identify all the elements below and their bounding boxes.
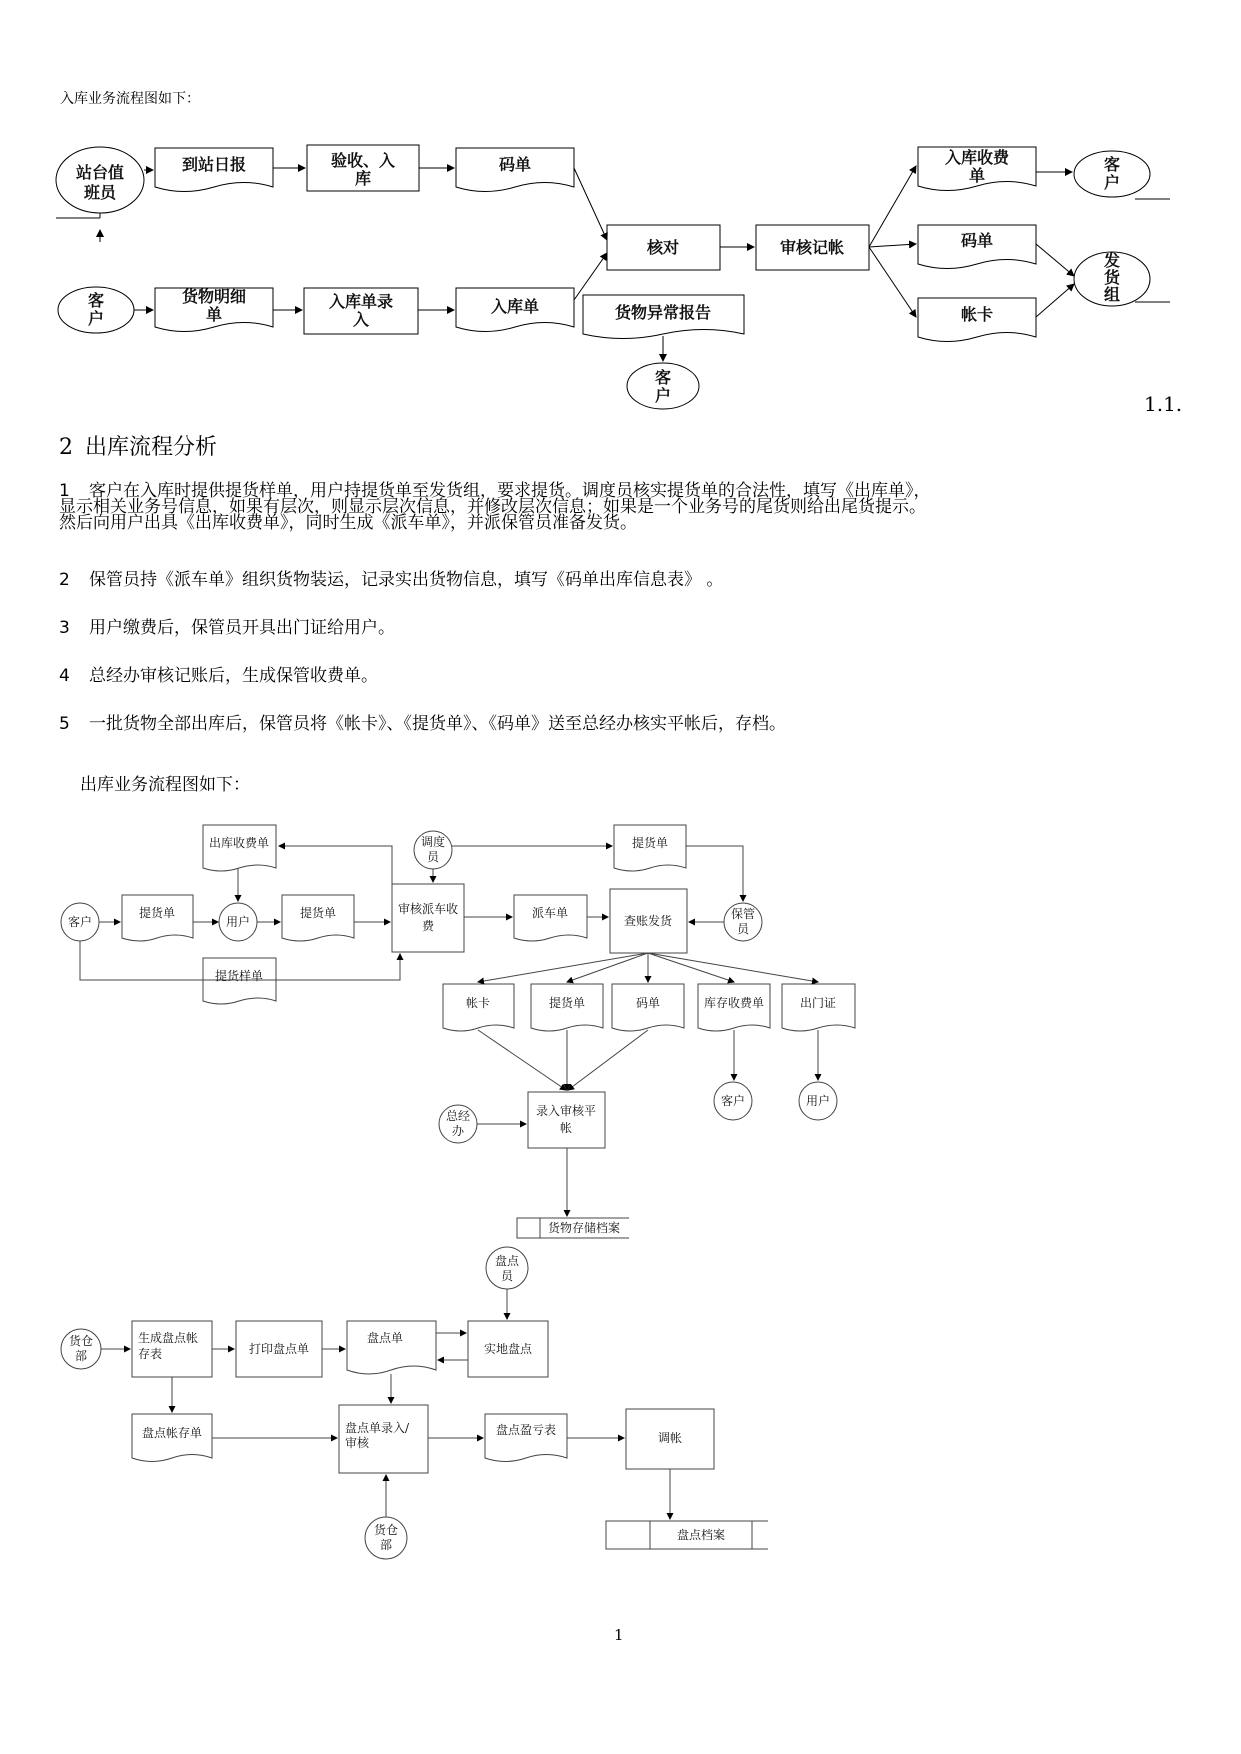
label-out-audit-dispatch-1: 审核派车收 (397, 902, 459, 916)
heading-text: 出库流程分析 (85, 435, 218, 460)
label-inv-print: 打印盘点单 (248, 1342, 310, 1356)
label-out-check-ship: 查账发货 (623, 914, 673, 928)
label-inv-ledger: 盘点帐存单 (141, 1426, 203, 1440)
label-inv-count-list: 盘点单 (366, 1331, 404, 1345)
label-in-fee-1: 入库收费 (944, 148, 1010, 167)
label-inv-adjust: 调帐 (657, 1431, 683, 1445)
label-inv-gain-loss: 盘点盈亏表 (495, 1423, 557, 1437)
label-inv-warehouse2-2: 部 (379, 1538, 393, 1552)
label-ship-group-1: 发 (1103, 251, 1121, 270)
label-customer-bottom-1: 客 (654, 368, 672, 387)
para-1-line-2: 显示相关业务号信息，如果有层次，则显示层次信息，并修改层次信息；如果是一个业务号的尾货则给出尾货提示。 (59, 497, 926, 517)
label-out-fee: 出库收费单 (208, 836, 270, 850)
label-inv-gen-table-1: 生成盘点帐 (137, 1331, 199, 1345)
label-inv-entry-audit-2: 审核 (344, 1436, 370, 1450)
label-out-gm-office-1: 总经 (445, 1109, 471, 1123)
label-account-card: 帐卡 (960, 305, 994, 324)
label-inv-onsite: 实地盘点 (483, 1342, 533, 1356)
label-inv-warehouse2-1: 货仓 (373, 1523, 399, 1537)
label-inv-entry-audit-1: 盘点单录入/ (344, 1421, 410, 1435)
label-audit-post: 审核记帐 (779, 238, 845, 257)
label-out-pick-top: 提货单 (631, 836, 669, 850)
label-goods-detail-2: 单 (205, 305, 223, 324)
label-inv-archive: 盘点档案 (676, 1528, 726, 1542)
para-5-num: 5 (59, 714, 70, 734)
label-out-storage-fee: 库存收费单 (703, 996, 765, 1010)
label-customer-in-2: 户 (87, 309, 105, 328)
label-in-entry-1: 入库单录 (328, 292, 394, 311)
label-inv-warehouse-2: 部 (74, 1349, 88, 1363)
label-in-fee-2: 单 (968, 166, 986, 185)
para-3-num: 3 (59, 618, 70, 638)
label-out-keeper-1: 保管 (730, 907, 756, 921)
node-inv-count-list (347, 1321, 436, 1374)
para-4-num: 4 (59, 666, 70, 686)
label-inv-warehouse-1: 货仓 (68, 1334, 94, 1348)
intro-in-text: 入库业务流程图如下： (60, 91, 200, 107)
label-inv-counter-2: 员 (500, 1269, 514, 1283)
label-out-dispatcher-1: 调度 (420, 835, 446, 849)
label-out-code-list: 码单 (635, 996, 661, 1010)
label-customer-bottom-2: 户 (654, 386, 672, 405)
label-out-user-2: 用户 (805, 1094, 831, 1108)
label-out-customer: 客户 (67, 915, 93, 929)
label-out-customer-2: 客户 (720, 1094, 746, 1108)
label-station-duty-1: 站台值 (75, 163, 125, 182)
heading-number: 2 (59, 435, 73, 460)
label-out-archive: 货物存储档案 (547, 1221, 621, 1235)
label-in-entry-2: 入 (352, 310, 370, 329)
label-inv-gen-table-2: 存表 (137, 1347, 163, 1361)
label-out-dispatcher-2: 员 (426, 850, 440, 864)
label-out-user: 用户 (225, 915, 251, 929)
label-inv-counter-1: 盘点 (494, 1254, 520, 1268)
para-4-line-1: 总经办审核记账后，生成保管收费单。 (89, 666, 378, 686)
label-in-order: 入库单 (490, 297, 540, 316)
label-verify: 核对 (646, 238, 680, 257)
label-station-duty-2: 班员 (83, 183, 117, 202)
label-check-in-1: 验收、入 (330, 151, 396, 170)
label-ship-group-2: 货 (1103, 268, 1121, 287)
para-2-num: 2 (59, 570, 70, 590)
node-inv-gain-loss (485, 1414, 567, 1462)
label-out-exit-pass: 出门证 (799, 996, 837, 1010)
label-customer-top-1: 客 (1103, 155, 1121, 174)
label-goods-abnormal: 货物异常报告 (614, 303, 712, 322)
para-1-line-3: 然后向用户出具《出库收费单》，同时生成《派车单》，并派保管员准备发货。 (59, 513, 637, 533)
para-3-line-1: 用户缴费后，保管员开具出门证给用户。 (89, 618, 395, 638)
label-out-account-card: 帐卡 (465, 996, 491, 1010)
label-out-entry-audit-1: 录入审核平 (535, 1104, 597, 1118)
label-arrival-daily: 到站日报 (181, 155, 247, 174)
label-out-pick-2: 提货单 (299, 906, 337, 920)
label-out-pick-1: 提货单 (138, 906, 176, 920)
label-out-audit-dispatch-2: 费 (421, 919, 435, 933)
label-customer-top-2: 户 (1103, 173, 1121, 192)
intro-out-text: 出库业务流程图如下： (80, 775, 250, 795)
page-number: 1 (614, 1626, 624, 1644)
para-1-num: 1 (59, 481, 70, 501)
label-ship-group-3: 组 (1103, 285, 1121, 304)
label-out-entry-audit-2: 帐 (559, 1121, 573, 1135)
label-out-keeper-2: 员 (736, 922, 750, 936)
label-out-gm-office-2: 办 (451, 1124, 465, 1138)
label-code-list-2: 码单 (960, 231, 994, 250)
para-2-line-1: 保管员持《派车单》组织货物装运，记录实出货物信息，填写《码单出库信息表》 。 (89, 570, 724, 590)
para-1-line-1: 客户在入库时提供提货样单，用户持提货单至发货组，要求提货。调度员核实提货单的合法性，填写《出库单》， (89, 481, 931, 501)
para-5-line-1: 一批货物全部出库后，保管员将《帐卡》、《提货单》、《码单》送至总经办核实平帐后，存档。 (89, 714, 786, 734)
label-out-dispatch-note: 派车单 (531, 906, 569, 920)
label-code-list: 码单 (498, 155, 532, 174)
label-customer-in-1: 客 (87, 291, 105, 310)
label-goods-detail-1: 货物明细 (181, 287, 247, 306)
label-out-pick-sample: 提货样单 (214, 969, 264, 983)
label-check-in-2: 库 (354, 169, 372, 188)
section-number: 1.1. (1144, 392, 1183, 416)
label-out-pick-3: 提货单 (548, 996, 586, 1010)
